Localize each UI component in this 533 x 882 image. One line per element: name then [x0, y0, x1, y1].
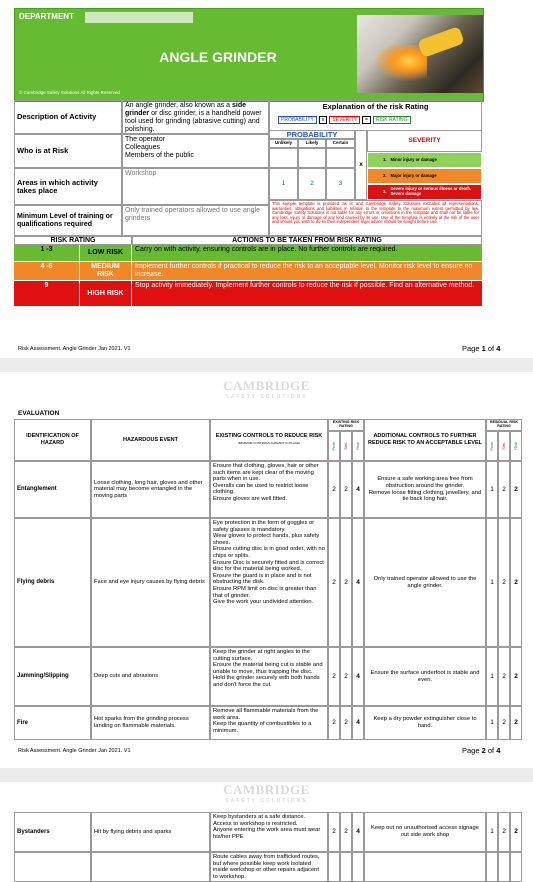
residual-rs-cell: 2	[498, 812, 510, 852]
rating-sub-label: Prob.	[331, 441, 336, 451]
controls-cell: Keep the grinder at right angles to the cutting surface. Ensure the material being cut is stable and unable to move, thus trapping the disc. Hold the grinder securely with both hands and don't force the cut.	[210, 647, 328, 706]
col-header-existing-rating: EXISTING RISK RATING	[328, 419, 364, 431]
description-value: An angle grinder, also known as a side grinder or disc grinder, is a handheld power tool used for grinding (abrasive cutting) and polishing.	[122, 100, 269, 134]
additional-cell: Only trained operator allowed to use the angle grinder.	[364, 518, 486, 647]
document-header	[14, 8, 484, 102]
hazard-cell	[14, 852, 91, 882]
rating-sub-header	[328, 431, 340, 461]
formula-probability: PROBABILITY	[278, 116, 317, 124]
residual-rs-cell: 2	[498, 518, 510, 647]
prob-blank	[298, 148, 326, 168]
col-header-hazard: IDENTIFICATION OF HAZARD	[14, 419, 91, 461]
residual-rp-cell	[486, 852, 498, 882]
angle-grinder-photo	[357, 15, 483, 93]
existing-p-cell: 2	[328, 812, 340, 852]
severity-level-2	[367, 168, 482, 184]
existing-s-cell: 2	[340, 518, 352, 647]
residual-rr-cell: 2	[510, 461, 522, 518]
page-gap	[0, 768, 533, 782]
prob-value-2: 2	[298, 168, 326, 200]
rating-sub-header	[340, 431, 352, 461]
actions-header: ACTIONS TO BE TAKEN FROM RISK RATING	[132, 236, 482, 245]
additional-cell: Ensure the surface underfoot is stable and even.	[364, 647, 486, 706]
residual-rp-cell: 1	[486, 706, 498, 740]
existing-p-cell	[328, 852, 340, 882]
disclaimer-text: This sample template is provided 'as is' and Cambridge Safety Solutions excludes all representations, warranties, obligations and liabilities in relation to the template to the maximum extent permitted by law. Cambridge Safety Solutions is not liable for any errors or omissions in the template and shall not be liable for any loss, injury or damage of any kind caused by its use. Use of the template is entirely at the risk of the user and should you wish to do so then independent legal advice should be sought before use.	[269, 200, 482, 236]
residual-rs-cell	[498, 852, 510, 882]
prob-col-likely: Likely	[298, 139, 326, 148]
residual-rs-cell: 2	[498, 706, 510, 740]
col-header-residual-rating: RESIDUAL RISK RATING	[486, 419, 522, 431]
existing-r-cell: 4	[352, 518, 364, 647]
page-number: Page 1 of 4	[462, 344, 501, 353]
residual-rp-cell: 1	[486, 812, 498, 852]
prob-col-certain: Certain	[326, 139, 355, 148]
rating-range: 1 -3	[14, 245, 80, 262]
grinder-image	[417, 26, 465, 58]
existing-p-cell: 2	[328, 518, 340, 647]
residual-rp-cell: 1	[486, 647, 498, 706]
col-header-event: HAZARDOUS EVENT	[91, 419, 210, 461]
formula-severity: SEVERITY	[329, 116, 360, 124]
prob-col-unlikely: Unlikely	[269, 139, 298, 148]
event-cell: Deep cuts and abrasions	[91, 647, 210, 706]
department-label: DEPARTMENT	[19, 12, 74, 21]
areas-label: Areas in which activity takes place	[14, 168, 122, 205]
hazard-cell: Bystanders	[14, 812, 91, 852]
additional-cell: Keep a dry powder extinguisher close to hand.	[364, 706, 486, 740]
event-cell: Face and eye injury causes by flying debris	[91, 518, 210, 647]
rating-sub-label: Sev.	[343, 442, 348, 450]
residual-rr-cell	[510, 852, 522, 882]
rating-level: LOW RISK	[80, 245, 132, 262]
rating-sub-label: Risk	[513, 442, 518, 450]
rating-sub-header	[510, 431, 522, 461]
rating-action: Stop activity immediately. Implement further controls to reduce the risk if possible. Find an alternative method.	[132, 281, 482, 307]
existing-p-cell: 2	[328, 706, 340, 740]
description-label: Description of Activity	[14, 100, 122, 134]
residual-rs-cell: 2	[498, 647, 510, 706]
col-header-controls: EXISTING CONTROLS TO REDUCE RISK (MINIMUM CONTROLS ALREADY IN PLACE)	[210, 419, 328, 461]
residual-rp-cell: 1	[486, 518, 498, 647]
who-at-risk-value: The operator Colleagues Members of the public	[122, 134, 269, 168]
existing-p-cell: 2	[328, 647, 340, 706]
prob-value-3: 3	[326, 168, 355, 200]
training-value[interactable]: Only trained operators allowed to use angle grinders	[122, 205, 269, 236]
hazard-cell: Fire	[14, 706, 91, 740]
sparks-image	[367, 45, 427, 85]
rating-sub-label: Prob.	[489, 441, 494, 451]
existing-s-cell	[340, 852, 352, 882]
hazard-cell: Entanglement	[14, 461, 91, 518]
training-label: Minimum Level of training or qualifications required	[14, 205, 122, 236]
severity-text: Major injury or damage	[390, 172, 437, 178]
residual-rr-cell: 2	[510, 518, 522, 647]
controls-cell: Eye protection in the form of goggles or safety glasses is mandatory. Wear gloves to protect hands, plus safety shoes. Ensure cutting disc is in good order, with no chips or splits. Ensure Disc is securely fitted and is correct disc for the material being worked. Ensure the guard is in place and is not obstructing the disk. Ensure RPM limit on disc is greater than that of grinder. Give the work your undivided attention.	[210, 518, 328, 647]
severity-level-3	[367, 184, 482, 200]
rating-sub-header	[486, 431, 498, 461]
existing-r-cell: 4	[352, 812, 364, 852]
existing-s-cell: 2	[340, 812, 352, 852]
rating-level: HIGH RISK	[80, 281, 132, 307]
explanation-title: Explanation of the risk Rating	[322, 102, 429, 111]
residual-rs-cell: 2	[498, 461, 510, 518]
rating-sub-header	[352, 431, 364, 461]
page-footer: Risk Assessment. Angle Grinder Jan 2021. V1	[18, 346, 131, 352]
controls-cell: Ensure that clothing, gloves, hair or other such items are kept clear of the moving parts when in use. Overalls can be used to restrict loose clothing. Ensure gloves are well fitted.	[210, 461, 328, 518]
severity-number: 1.	[383, 156, 387, 162]
controls-cell: Keep bystanders at a safe distance. Access to workshop is restricted. Anyone entering the work area must wear his/her PPE	[210, 812, 328, 852]
existing-s-cell: 2	[340, 647, 352, 706]
watermark-logo: CAMBRIDGE SAFETY SOLUTIONS	[223, 782, 310, 804]
col-header-additional: ADDITIONAL CONTROLS TO FURTHER REDUCE RISK TO AN ACCEPTABLE LEVEL	[364, 419, 486, 461]
severity-level-1	[367, 152, 482, 168]
severity-text: Minor injury or damage	[390, 156, 437, 162]
hazard-cell: Jamming/Slipping	[14, 647, 91, 706]
watermark-logo: CAMBRIDGE SAFETY SOLUTIONS	[223, 378, 310, 400]
existing-s-cell: 2	[340, 706, 352, 740]
existing-r-cell: 4	[352, 706, 364, 740]
explanation-box	[269, 100, 482, 130]
severity-number: 3.	[383, 188, 387, 194]
rating-formula	[278, 116, 479, 124]
rating-action: Carry on with activity, ensuring controls are in place. No further controls are required.	[132, 245, 482, 262]
controls-cell: Remove all flammable materials from the work area. Keep the quantity of combustibles to a minimum.	[210, 706, 328, 740]
event-cell	[91, 852, 210, 882]
page-2	[0, 372, 533, 768]
severity-title: SEVERITY	[367, 130, 482, 152]
event-cell: Hit by flying debris and sparks	[91, 812, 210, 852]
prob-blank	[326, 148, 355, 168]
evaluation-label: EVALUATION	[18, 410, 60, 417]
probability-title: PROBABILITY	[269, 130, 355, 139]
event-cell: Loose clothing, long hair, gloves and other material may become entangled in the moving parts	[91, 461, 210, 518]
who-at-risk-label: Who is at Risk	[14, 134, 122, 168]
severity-text: Severe injury or serious illness or death. Severe damage	[390, 186, 472, 196]
page-gap	[0, 358, 533, 372]
times-symbol: x	[355, 130, 367, 200]
page-1	[0, 0, 533, 358]
prob-blank	[269, 148, 298, 168]
rating-sub-header	[498, 431, 510, 461]
prob-value-1: 1	[269, 168, 298, 200]
formula-equals: =	[362, 116, 371, 124]
areas-value[interactable]: Workshop	[122, 168, 269, 205]
existing-s-cell: 2	[340, 461, 352, 518]
hazard-cell: Flying debris	[14, 518, 91, 647]
event-cell: Hot sparks from the grinding process landing on flammable materials.	[91, 706, 210, 740]
page-number: Page 2 of 4	[462, 746, 501, 755]
copyright-text: © Cambridge Safety Solutions All Rights Reserved	[19, 90, 120, 95]
rating-range: 9	[14, 281, 80, 307]
page-footer: Risk Assessment. Angle Grinder Jan 2021. V1	[18, 748, 131, 754]
existing-p-cell: 2	[328, 461, 340, 518]
existing-r-cell: 4	[352, 647, 364, 706]
rating-level: MEDIUM RISK	[80, 262, 132, 281]
rating-sub-label: Risk	[355, 442, 360, 450]
residual-rr-cell: 2	[510, 647, 522, 706]
additional-cell: Ensure a safe working area free from obstruction around the grinder. Remove loose fitting clothing, jewellery, and tie back long hair.	[364, 461, 486, 518]
residual-rr-cell: 2	[510, 706, 522, 740]
additional-cell: Keep out no unauthorised access signage out side work shop	[364, 812, 486, 852]
department-field[interactable]	[85, 12, 193, 23]
existing-r-cell: 4	[352, 461, 364, 518]
existing-r-cell	[352, 852, 364, 882]
rating-sub-label: Sev.	[501, 442, 506, 450]
rating-range: 4 -6	[14, 262, 80, 281]
controls-cell: Route cables away from trafficked routes, but where possible keep work isolated inside workshop or other repairs adjacent to workshop.	[210, 852, 328, 882]
additional-cell	[364, 852, 486, 882]
residual-rp-cell: 1	[486, 461, 498, 518]
formula-times: x	[319, 116, 328, 124]
formula-risk: RISK RATING	[373, 116, 411, 124]
risk-rating-header: RISK RATING	[14, 236, 132, 245]
rating-action: Implement further controls if practical to reduce the risk to an acceptable level. Monitor risk level to ensure no increase.	[132, 262, 482, 281]
severity-number: 2.	[383, 172, 387, 178]
document-title: ANGLE GRINDER	[159, 49, 277, 65]
page-3	[0, 782, 533, 882]
residual-rr-cell: 2	[510, 812, 522, 852]
